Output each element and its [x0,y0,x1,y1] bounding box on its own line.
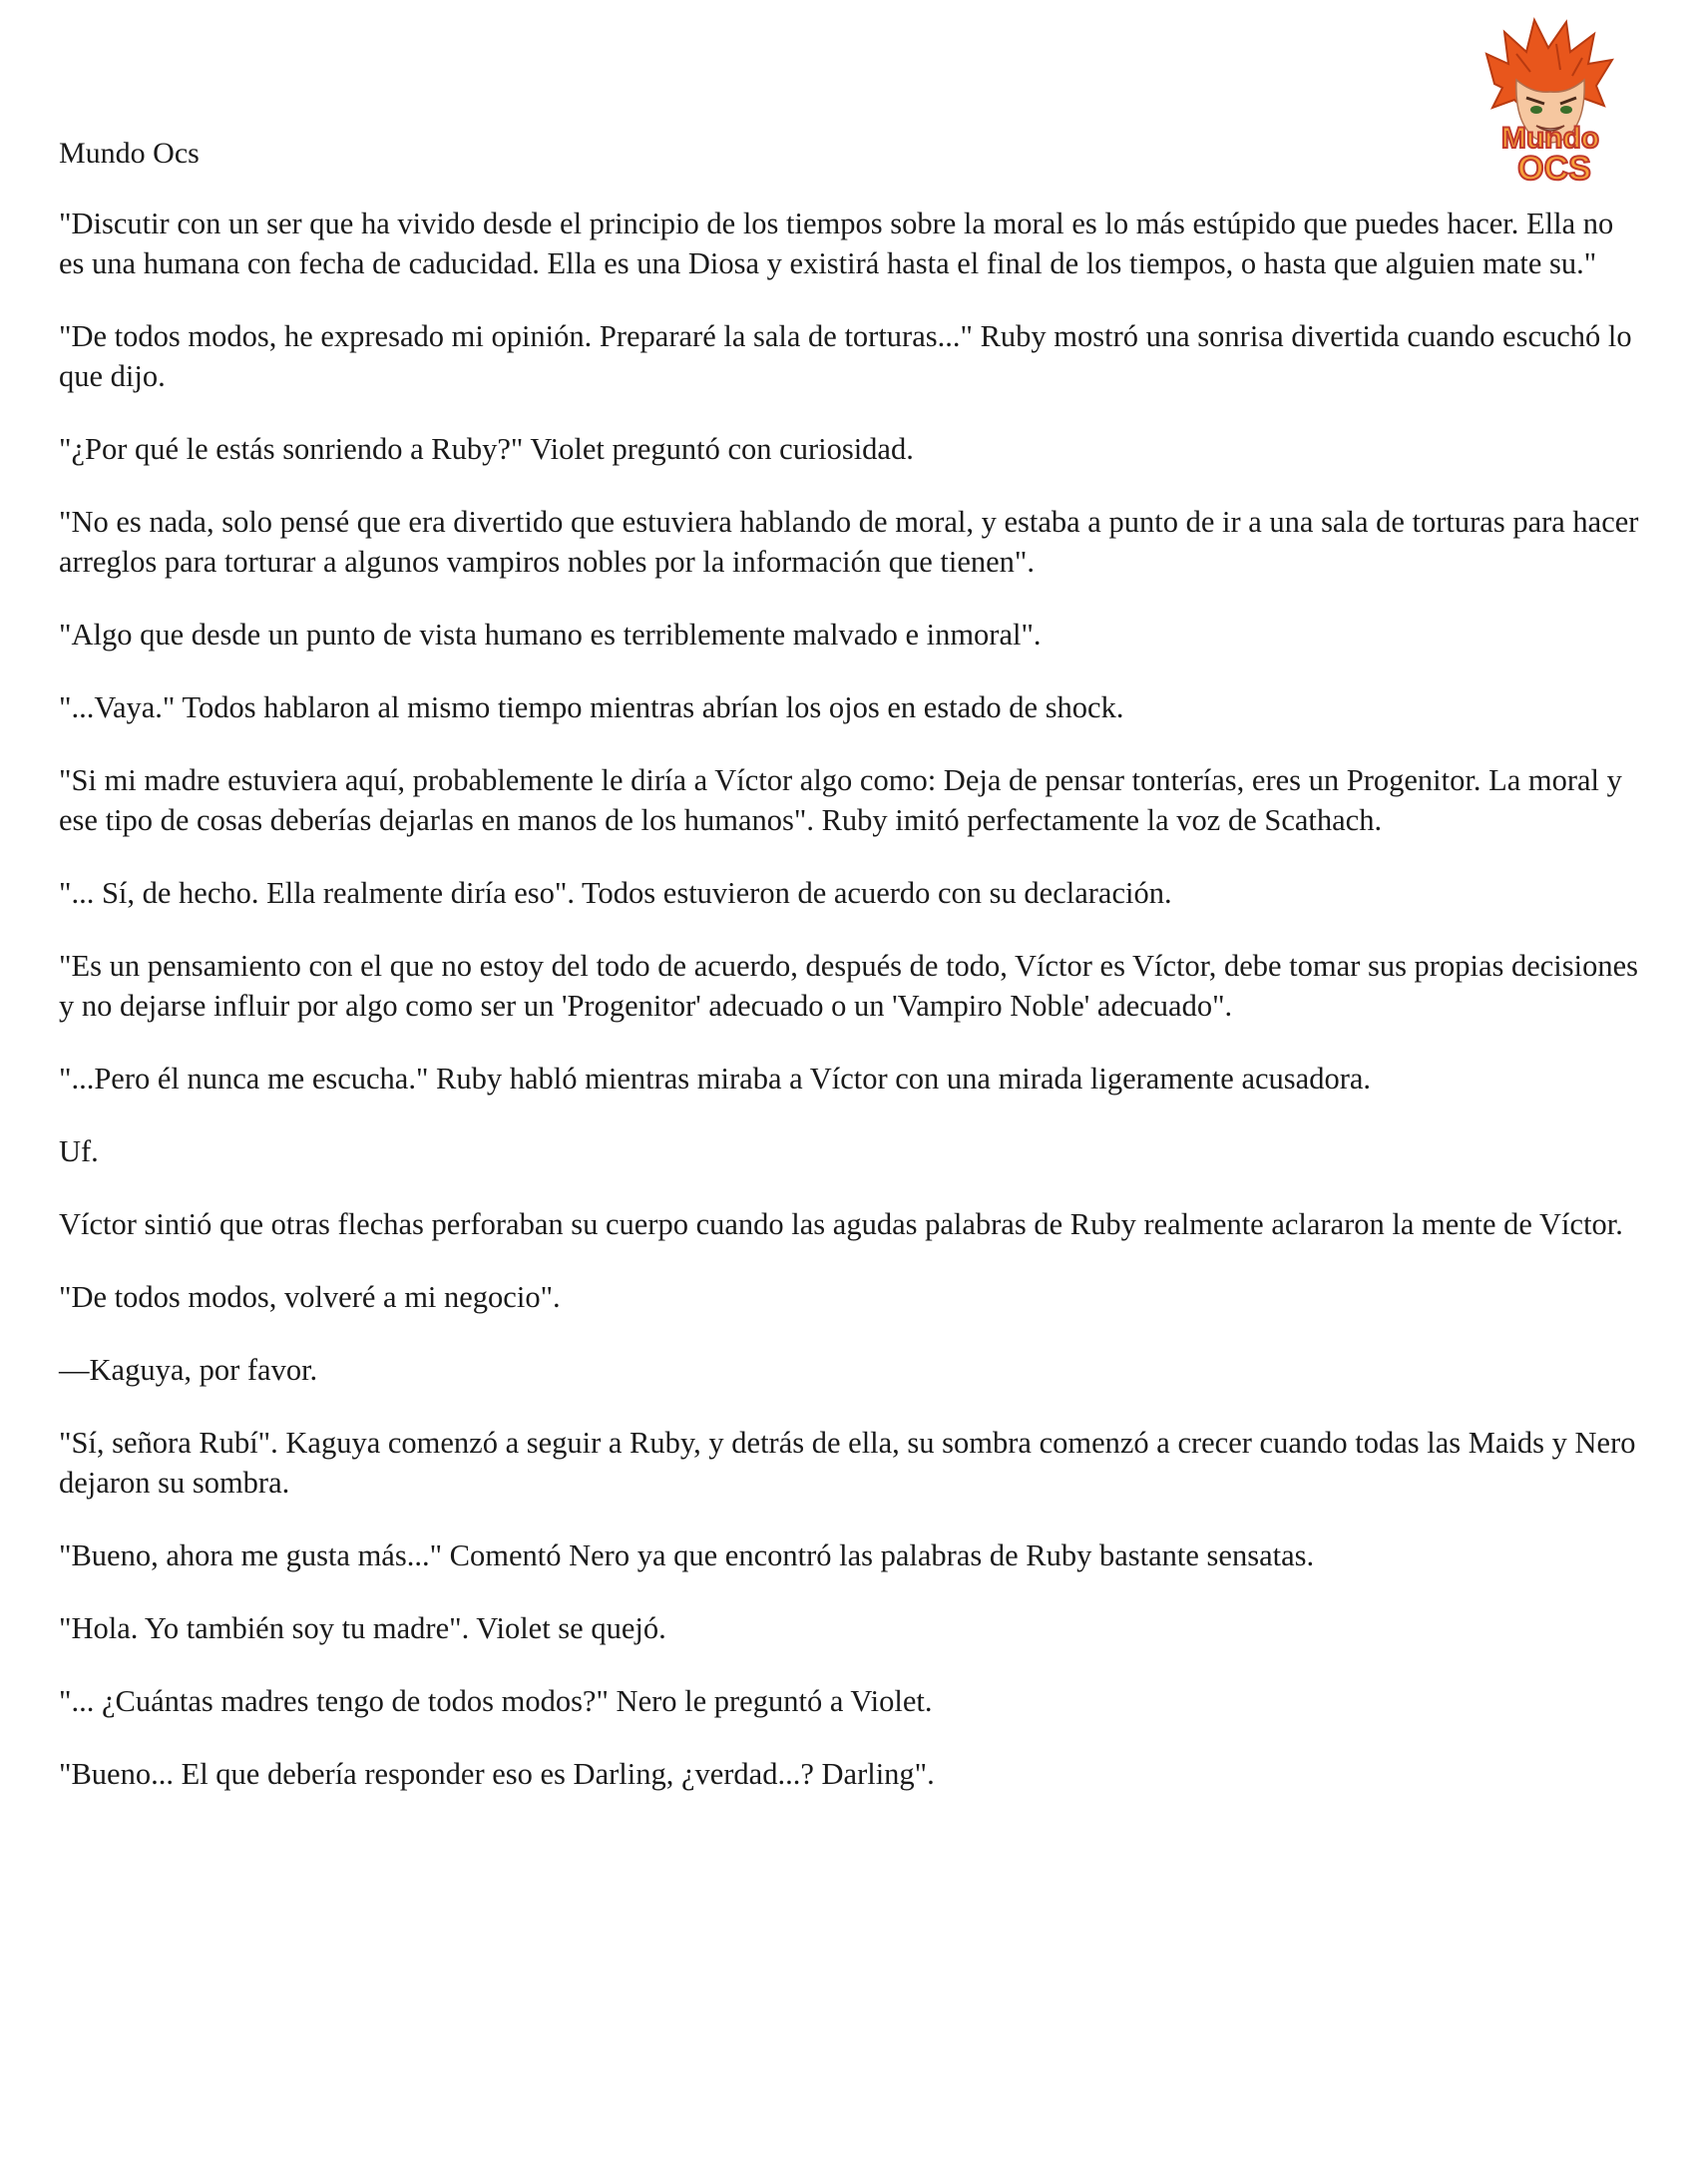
logo-wordmark [1501,122,1599,186]
paragraph: "... ¿Cuántas madres tengo de todos modos?" Nero le preguntó a Violet. [59,1684,933,1718]
logo-text-ocs: OCS [1517,150,1591,186]
paragraph: "... Sí, de hecho. Ella realmente diría eso". Todos estuvieron de acuerdo con su declaración. [59,876,1172,910]
logo-text-mundo: Mundo [1500,122,1600,155]
paragraph: "Bueno... El que debería responder eso es Darling, ¿verdad...? Darling". [59,1757,935,1791]
page-title: Mundo Ocs [59,137,200,170]
paragraph: "Sí, señora Rubí". Kaguya comenzó a seguir a Ruby, y detrás de ella, su sombra comenzó a crecer cuando todas las Maids y Nero dejaron su sombra. [59,1426,1636,1500]
logo-graphic [1465,14,1636,186]
paragraph: "...Pero él nunca me escucha." Ruby habló mientras miraba a Víctor con una mirada ligeramente acusadora. [59,1062,1372,1095]
paragraph: "Es un pensamiento con el que no estoy del todo de acuerdo, después de todo, Víctor es Víctor, debe tomar sus propias decisiones y no dejarse influir por algo como ser un 'Progenitor' adecuado o un 'Vampiro Noble' adecuado". [59,949,1639,1023]
paragraph: "De todos modos, volveré a mi negocio". [59,1280,561,1314]
paragraph: "Bueno, ahora me gusta más..." Comentó Nero ya que encontró las palabras de Ruby bastante sensatas. [59,1538,1315,1572]
paragraph: "Algo que desde un punto de vista humano es terriblemente malvado e inmoral". [59,618,1042,652]
paragraph: "¿Por qué le estás sonriendo a Ruby?" Violet preguntó con curiosidad. [59,432,914,466]
paragraph: "Discutir con un ser que ha vivido desde el principio de los tiempos sobre la moral es lo más estúpido que puedes hacer. Ella no es una humana con fecha de caducidad. Ella es una Diosa y existirá hasta el final de los tiempos, o hasta que alguien mate su." [59,207,1614,280]
paragraph: Víctor sintió que otras flechas perforaban su cuerpo cuando las agudas palabras de Ruby realmente aclararon la mente de Víctor. [59,1207,1623,1241]
paragraph: "No es nada, solo pensé que era divertido que estuviera hablando de moral, y estaba a punto de ir a una sala de torturas para hacer arreglos para torturar a algunos vampiros nobles por la información que tienen". [59,505,1639,579]
paragraph: "...Vaya." Todos hablaron al mismo tiempo mientras abrían los ojos en estado de shock. [59,690,1124,724]
story-body [59,204,1640,1827]
mundo-ocs-logo [1465,14,1636,186]
paragraph: "De todos modos, he expresado mi opinión. Prepararé la sala de torturas..." Ruby mostró una sonrisa divertida cuando escuchó lo que dijo. [59,319,1632,393]
paragraph: "Hola. Yo también soy tu madre". Violet se quejó. [59,1611,666,1645]
paragraph: Uf. [59,1134,99,1168]
paragraph: —Kaguya, por favor. [59,1353,318,1387]
paragraph: "Si mi madre estuviera aquí, probablemente le diría a Víctor algo como: Deja de pensar tonterías, eres un Progenitor. La moral y ese tipo de cosas deberías dejarlas en manos de los humanos". Ruby imitó perfectamente la voz de Scathach. [59,763,1622,837]
